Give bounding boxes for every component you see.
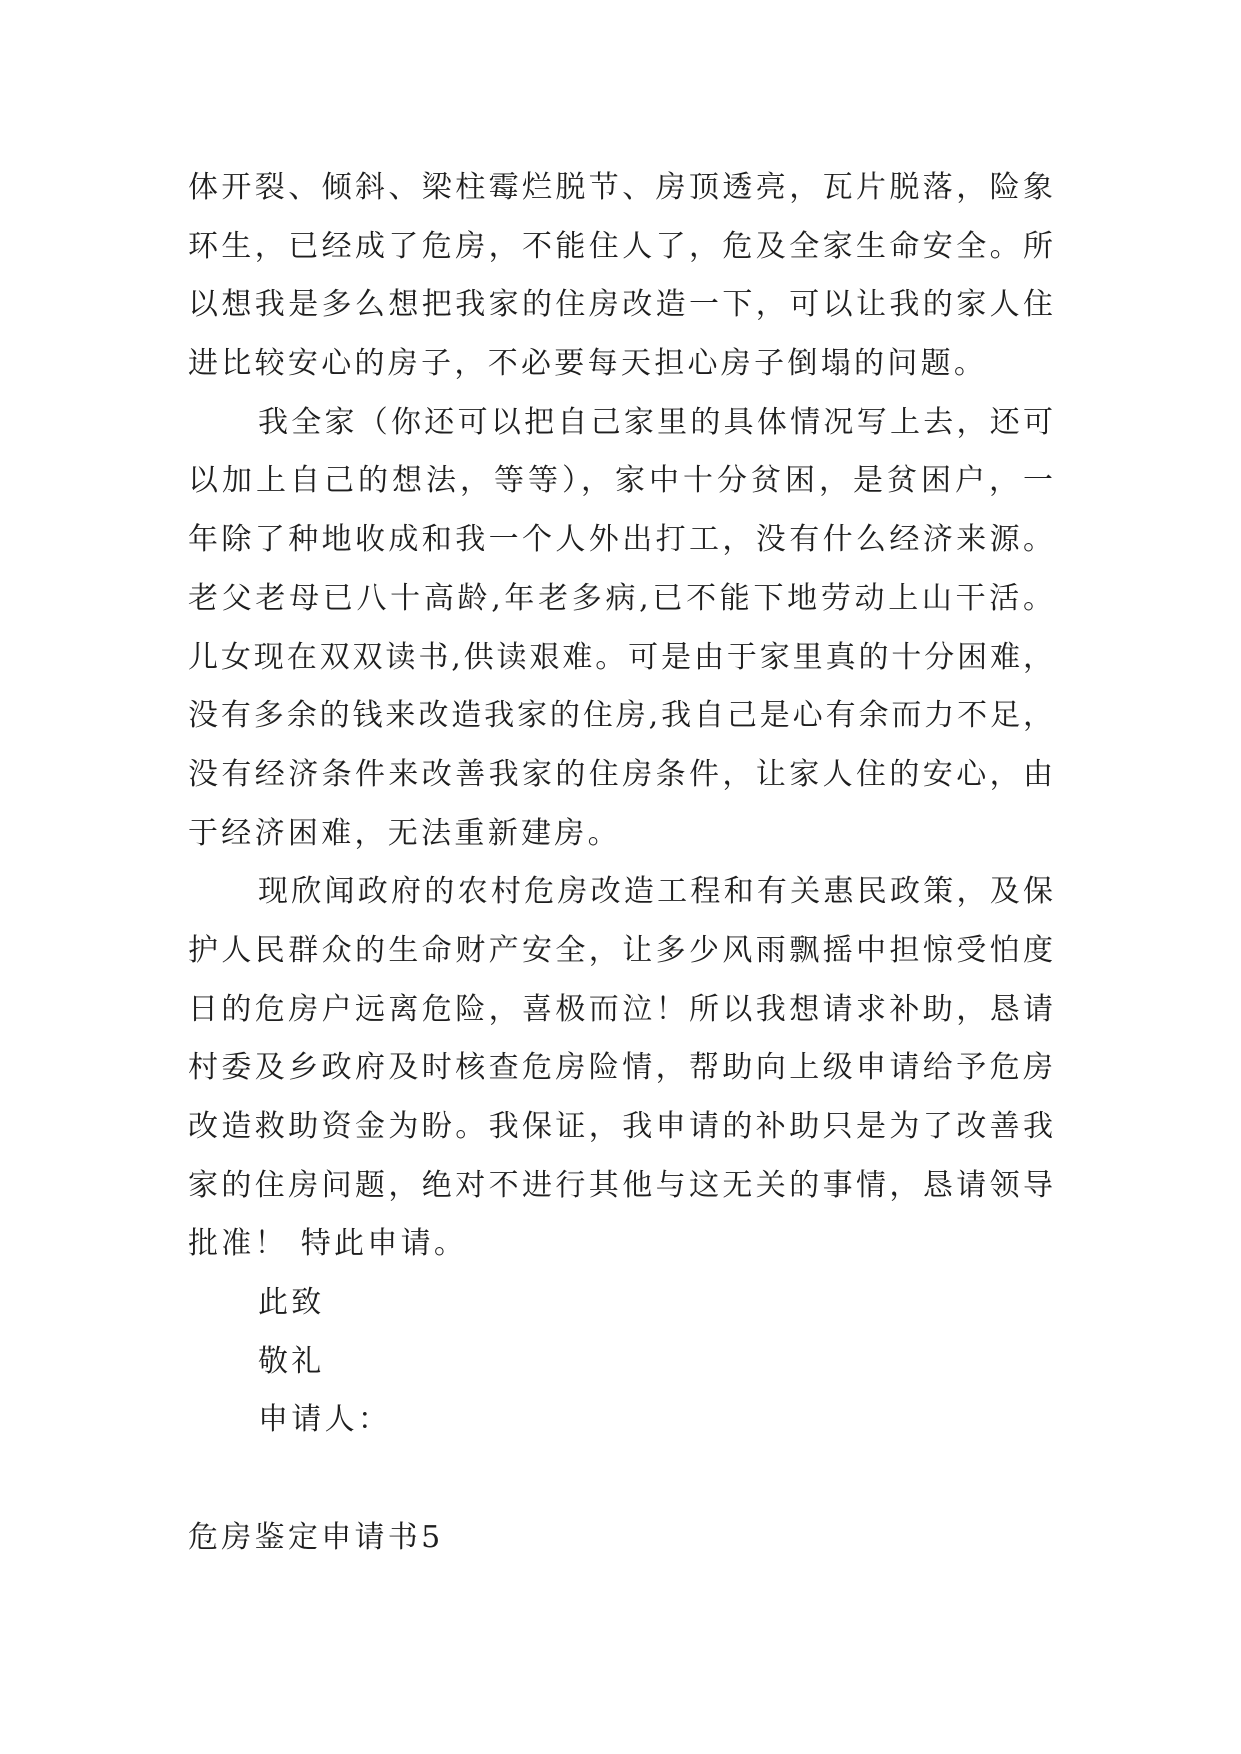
body-line: 于经济困难，无法重新建房。 [188,815,621,851]
body-line: 护人民群众的生命财产安全，让多少风雨飘摇中担惊受怕度 [188,932,1053,968]
section-title: 危房鉴定申请书5 [188,1519,444,1555]
paragraph-first-line: 现欣闻政府的农村危房改造工程和有关惠民政策，及保 [258,874,1053,910]
body-line: 环生，已经成了危房，不能住人了，危及全家生命安全。所 [188,228,1053,264]
body-line: 年除了种地收成和我一个人外出打工，没有什么经济来源。 [188,522,1053,558]
body-line: 改造救助资金为盼。我保证，我申请的补助只是为了改善我 [188,1109,1053,1144]
blank-line [188,1450,1053,1509]
body-line: 村委及乡政府及时核查危房险情，帮助向上级申请给予危房 [188,1050,1053,1086]
body-line: 老父老母已八十高龄,年老多病,已不能下地劳动上山干活。 [188,580,1053,616]
body-line: 体开裂、倾斜、梁柱霉烂脱节、房顶透亮，瓦片脱落，险象 [188,170,1053,205]
paragraph-first-line: 我全家（你还可以把自己家里的具体情况写上去，还可 [258,404,1053,440]
closing-salutation: 此致 [258,1285,325,1321]
body-line: 以加上自己的想法，等等），家中十分贫困，是贫困户，一 [188,463,1053,499]
body-line: 没有经济条件来改善我家的住房条件，让家人住的安心，由 [188,756,1053,792]
applicant-label: 申请人： [258,1402,392,1438]
body-line: 家的住房问题，绝对不进行其他与这无关的事情，恳请领导 [188,1167,1053,1203]
body-line: 进比较安心的房子，不必要每天担心房子倒塌的问题。 [188,346,988,382]
body-line: 没有多余的钱来改造我家的住房,我自己是心有余而力不足， [188,698,1053,734]
body-line: 日的危房户远离危险，喜极而泣！所以我想请求补助，恳请 [188,991,1053,1027]
body-line: 儿女现在双双读书,供读艰难。可是由于家里真的十分困难， [188,639,1053,675]
body-line: 批准！ 特此申请。 [188,1226,468,1262]
closing-regards: 敬礼 [258,1343,325,1379]
body-line: 以想我是多么想把我家的住房改造一下，可以让我的家人住 [188,287,1053,323]
document-body [188,159,1053,1568]
